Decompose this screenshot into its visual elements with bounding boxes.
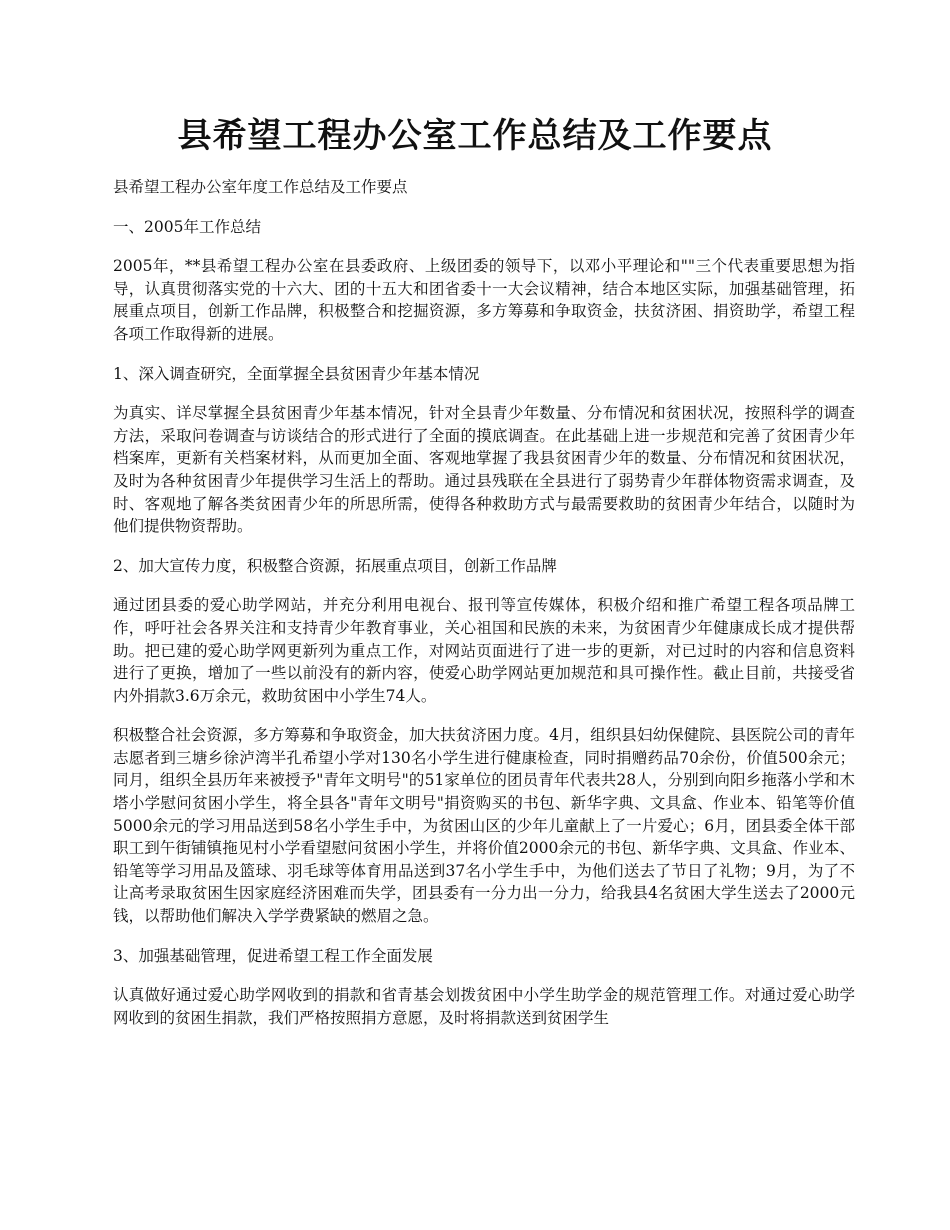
- section-heading-2005-summary: 一、2005年工作总结: [113, 217, 261, 236]
- body-paragraph: 积极整合社会资源，多方筹募和争取资金，加大扶贫济困力度。4月，组织县妇幼保健院、县医院公司的青年志愿者到三塘乡徐泸湾半孔希望小学对130名小学生进行健康检查，同时捐赠药品70余份，价值500余元；同月，组织全县历年来被授予"青年文明号"的51家单位的团员青年代表共28人，分别到向阳乡拖落小学和木塔小学慰问贫困小学生，将全县各"青年文明号"捐资购买的书包、新华字典、文具盒、作业本、铅笔等价值5000余元的学习用品送到58名小学生手中，为贫困山区的少年儿童献上了一片爱心；6月，团县委全体干部职工到午街铺镇拖见村小学看望慰问贫困小学生，并将价值2000余元的书包、新华字典、文具盒、作业本、铅笔等学习用品及篮球、羽毛球等体育用品送到37名小学生手中，为他们送去了节日了礼物；9月，为了不让高考录取贫困生因家庭经济困难而失学，团县委有一分力出一分力，给我县4名贫困大学生送去了2000元钱，以帮助他们解决入学学费紧缺的燃眉之急。: [113, 726, 855, 926]
- subtitle-paragraph: 县希望工程办公室年度工作总结及工作要点: [113, 178, 408, 196]
- body-paragraph: 认真做好通过爱心助学网收到的捐款和省青基会划拨贫困中小学生助学金的规范管理工作。对通过爱心助学网收到的贫困生捐款，我们严格按照捐方意愿，及时将捐款送到贫困学生: [113, 986, 855, 1027]
- document-body: [113, 176, 855, 1046]
- section-heading-1: 1、深入调查研究，全面掌握全县贫困青少年基本情况: [113, 364, 480, 383]
- body-paragraph: 通过团县委的爱心助学网站，并充分利用电视台、报刊等宣传媒体，积极介绍和推广希望工程各项品牌工作，呼吁社会各界关注和支持青少年教育事业，关心祖国和民族的未来，为贫困青少年健康成长成才提供帮助。把已建的爱心助学网更新列为重点工作，对网站页面进行了进一步的更新，对已过时的内容和信息资料进行了更换，增加了一些以前没有的新内容，使爱心助学网站更加规范和具可操作性。截止目前，共接受省内外捐款3.6万余元，救助贫困中小学生74人。: [113, 596, 855, 705]
- section-heading-3: 3、加强基础管理，促进希望工程工作全面发展: [113, 946, 433, 965]
- section-heading-2: 2、加大宣传力度，积极整合资源，拓展重点项目，创新工作品牌: [113, 556, 557, 575]
- document-title: 县希望工程办公室工作总结及工作要点: [177, 116, 773, 156]
- body-paragraph: 为真实、详尽掌握全县贫困青少年基本情况，针对全县青少年数量、分布情况和贫困状况，按照科学的调查方法，采取问卷调查与访谈结合的形式进行了全面的摸底调查。在此基础上进一步规范和完善了贫困青少年档案库，更新有关档案材料，从而更加全面、客观地掌握了我县贫困青少年的数量、分布情况和贫困状况，及时为各种贫困青少年提供学习生活上的帮助。通过县残联在全县进行了弱势青少年群体物资需求调查，及时、客观地了解各类贫困青少年的所思所需，使得各种救助方式与最需要救助的贫困青少年结合，以随时为他们提供物资帮助。: [113, 404, 855, 536]
- body-paragraph: 2005年，**县希望工程办公室在县委政府、上级团委的领导下，以邓小平理论和""三个代表重要思想为指导，认真贯彻落实党的十六大、团的十五大和团省委十一大会议精神，结合本地区实际，加强基础管理，拓展重点项目，创新工作品牌，积极整合和挖掘资源，多方筹募和争取资金，扶贫济困、捐资助学，希望工程各项工作取得新的进展。: [113, 257, 855, 343]
